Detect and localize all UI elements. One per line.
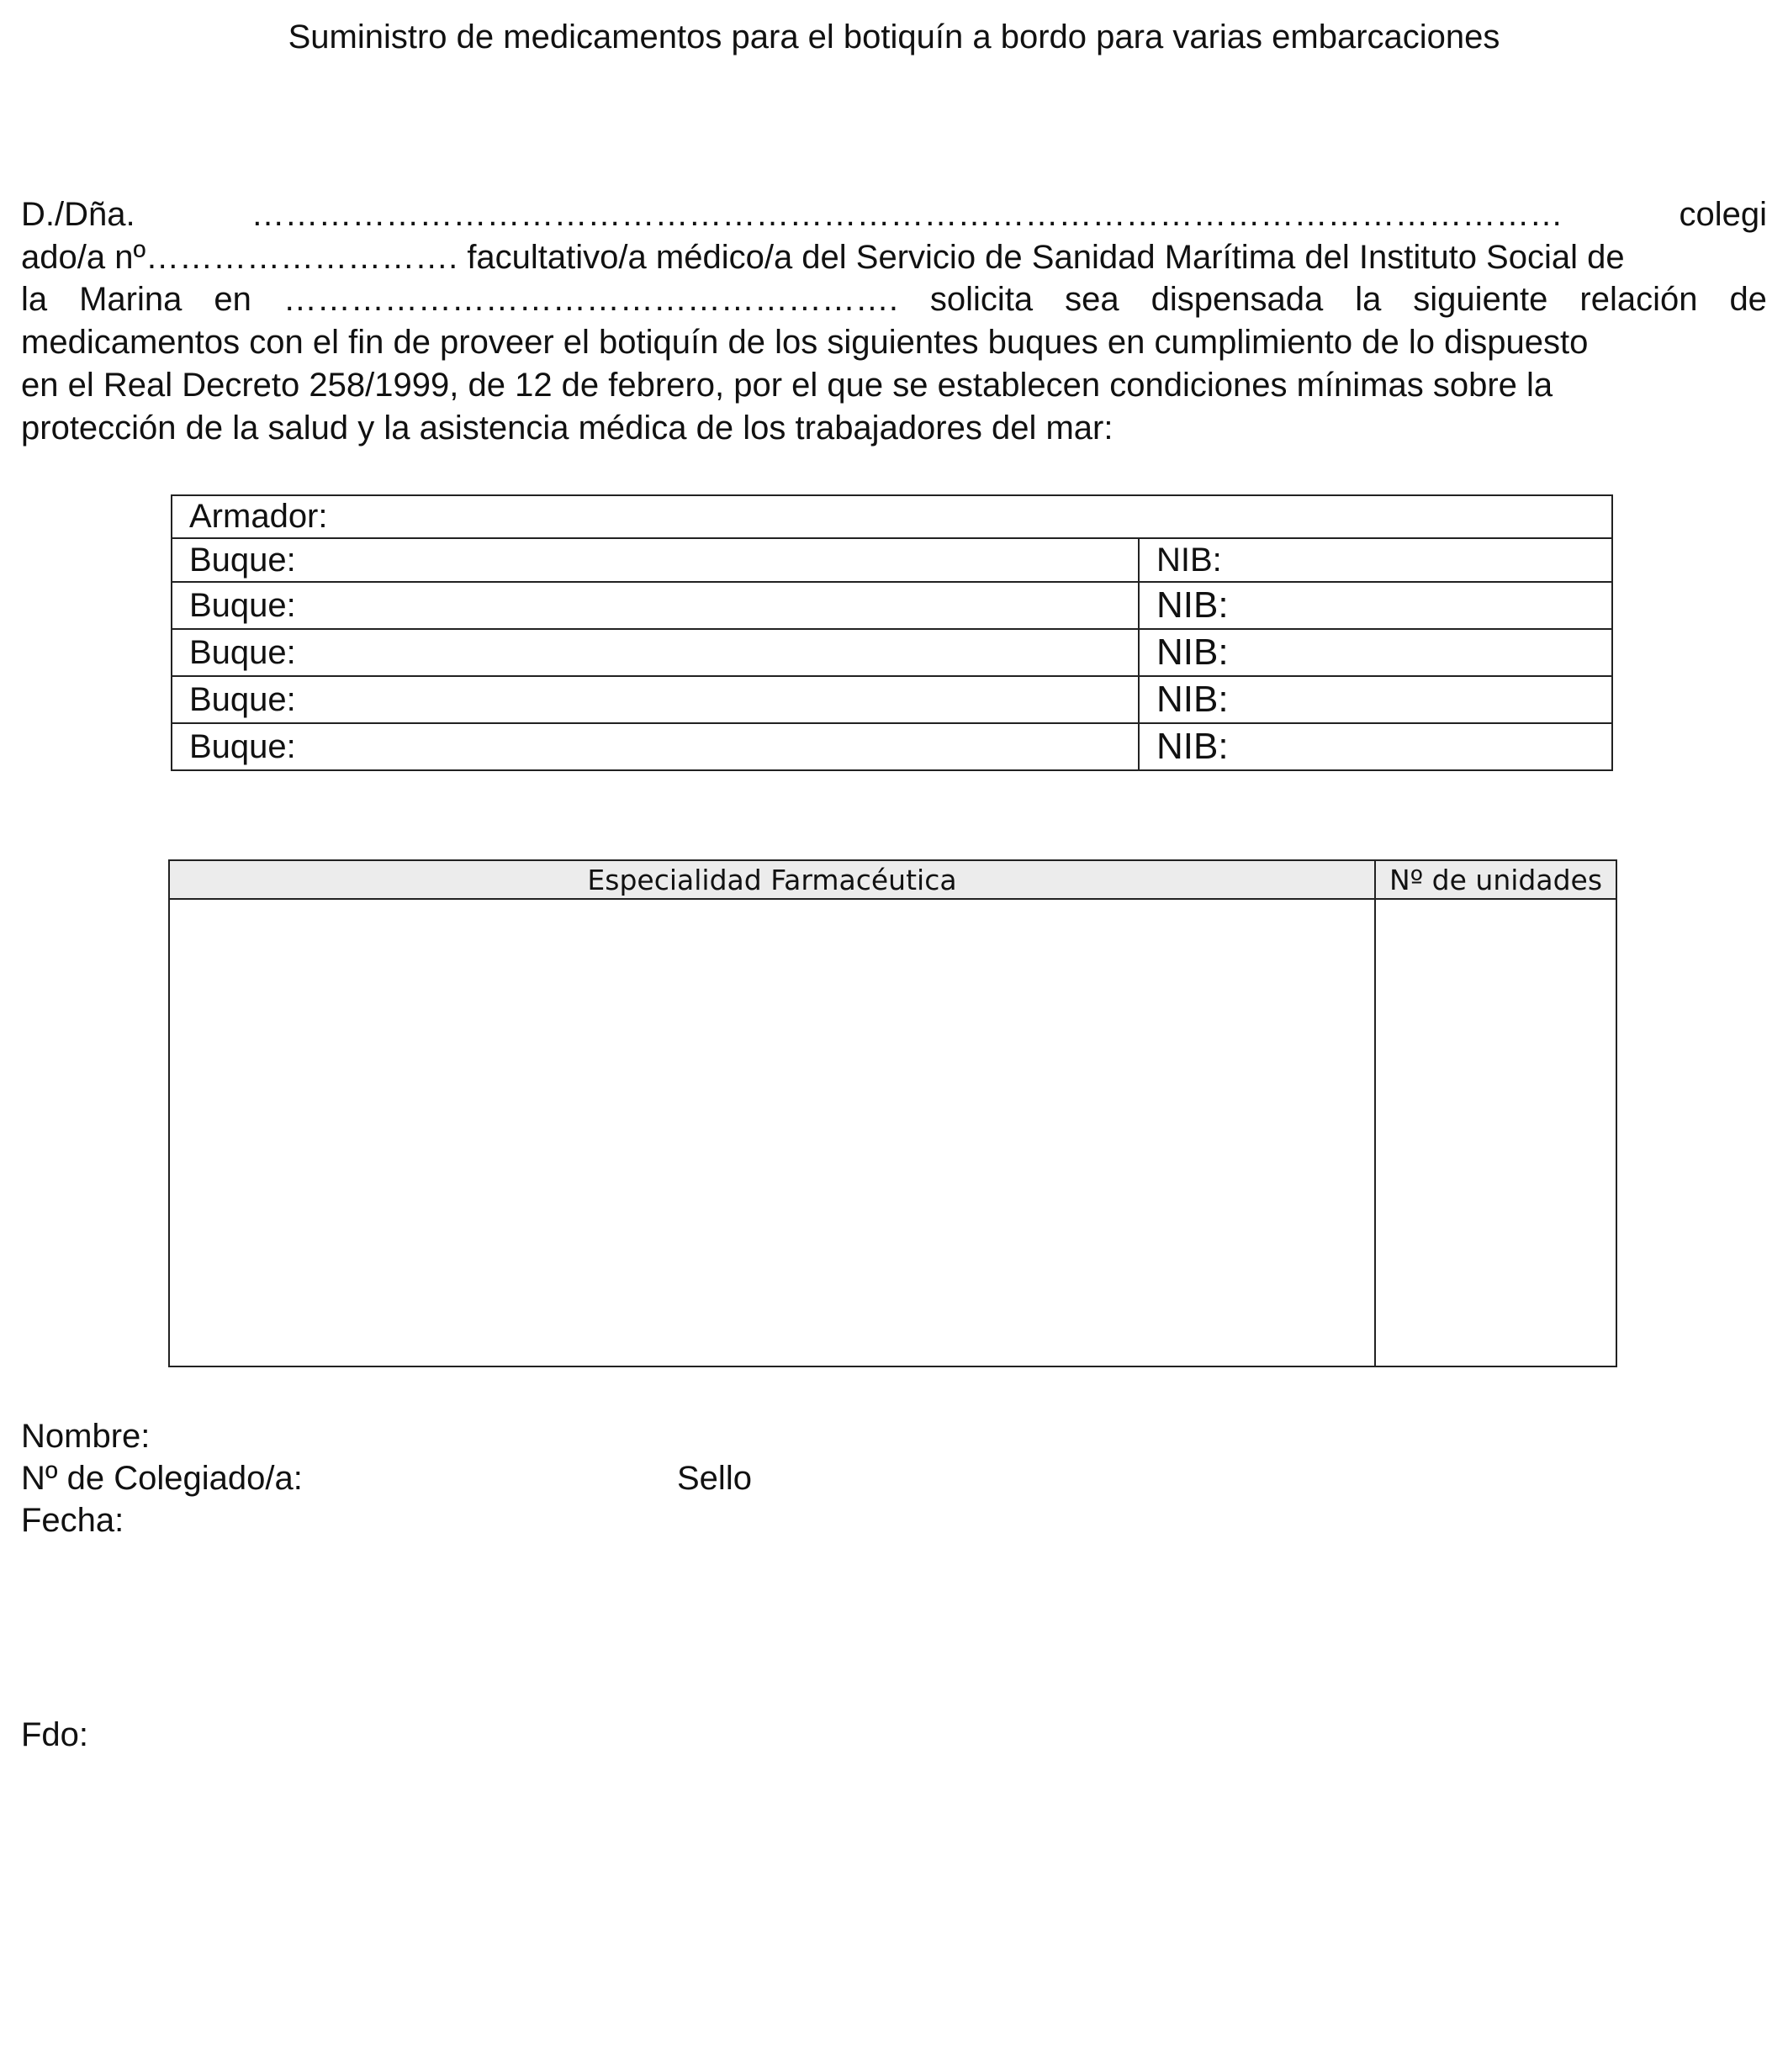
nombre-label: Nombre: bbox=[21, 1418, 151, 1455]
paragraph-line-3 bbox=[21, 278, 1767, 321]
paragraph-word: la bbox=[1355, 281, 1382, 319]
buque-field[interactable]: Buque: bbox=[172, 723, 1139, 770]
unidades-header: Nº de unidades bbox=[1375, 860, 1616, 899]
paragraph-line-1-end: colegi bbox=[1679, 196, 1767, 233]
paragraph-line-1 bbox=[21, 193, 1767, 236]
paragraph-line-2 bbox=[21, 236, 1767, 279]
vessels-table bbox=[171, 494, 1613, 771]
vessel-row bbox=[172, 582, 1612, 629]
signature-block bbox=[21, 1415, 303, 1541]
sello-label: Sello bbox=[677, 1460, 752, 1497]
paragraph-line-2-rest: facultativo/a médico/a del Servicio de Sanidad Marítima del Instituto Social de bbox=[458, 238, 1625, 276]
medications-header-row bbox=[169, 860, 1616, 899]
colegiado-fill-dots: ………………………. bbox=[145, 238, 458, 276]
unidades-field[interactable] bbox=[1375, 899, 1616, 1366]
paragraph-word: relación bbox=[1579, 281, 1698, 319]
paragraph-word: la bbox=[21, 281, 48, 319]
paragraph-word: solicita bbox=[929, 281, 1034, 319]
location-fill-dots: ………………………………………………. bbox=[283, 281, 898, 319]
paragraph-word: en bbox=[214, 281, 251, 319]
fdo-label: Fdo: bbox=[21, 1716, 89, 1753]
medications-body-row bbox=[169, 899, 1616, 1366]
document-title: Suministro de medicamentos para el botiquín a bordo para varias embarcaciones bbox=[288, 18, 1500, 56]
paragraph-line-2-start: ado/a nº bbox=[21, 238, 146, 276]
paragraph-word: dispensada bbox=[1151, 281, 1324, 319]
fecha-label: Fecha: bbox=[21, 1502, 124, 1539]
paragraph-line-4 bbox=[21, 321, 1767, 364]
nib-field[interactable]: NIB: bbox=[1139, 676, 1612, 723]
colegiado-label: Nº de Colegiado/a: bbox=[21, 1460, 303, 1497]
armador-row bbox=[172, 495, 1612, 538]
paragraph-word: de bbox=[1729, 281, 1767, 319]
paragraph-word: Marina bbox=[79, 281, 183, 319]
paragraph-word: sea bbox=[1065, 281, 1119, 319]
nib-field[interactable]: NIB: bbox=[1139, 629, 1612, 676]
vessel-row bbox=[172, 629, 1612, 676]
request-paragraph bbox=[21, 193, 1767, 449]
paragraph-line-5-text: en el Real Decreto 258/1999, de 12 de febrero, por el que se establecen condiciones mínimas sobre la bbox=[21, 366, 1553, 404]
name-fill-dots: ……………………………………………………………………………………………………… bbox=[251, 196, 1563, 233]
vessel-row bbox=[172, 676, 1612, 723]
nib-field[interactable]: NIB: bbox=[1139, 582, 1612, 629]
especialidad-header: Especialidad Farmacéutica bbox=[169, 860, 1375, 899]
paragraph-line-6: protección de la salud y la asistencia médica de los trabajadores del mar: bbox=[21, 409, 1114, 447]
nib-field[interactable]: NIB: bbox=[1139, 538, 1612, 582]
buque-field[interactable]: Buque: bbox=[172, 676, 1139, 723]
paragraph-line-4-text: medicamentos con el fin de proveer el botiquín de los siguientes buques en cumplimiento de lo dispuesto bbox=[21, 324, 1589, 362]
paragraph-word: siguiente bbox=[1413, 281, 1548, 319]
vessel-row bbox=[172, 538, 1612, 582]
buque-field[interactable]: Buque: bbox=[172, 629, 1139, 676]
armador-field[interactable]: Armador: bbox=[172, 495, 1612, 538]
buque-field[interactable]: Buque: bbox=[172, 582, 1139, 629]
vessel-row bbox=[172, 723, 1612, 770]
buque-field[interactable]: Buque: bbox=[172, 538, 1139, 582]
medications-table bbox=[168, 859, 1617, 1367]
paragraph-line-5 bbox=[21, 364, 1767, 407]
especialidad-field[interactable] bbox=[169, 899, 1375, 1366]
nib-field[interactable]: NIB: bbox=[1139, 723, 1612, 770]
paragraph-line-1-start: D./Dña. bbox=[21, 196, 135, 233]
